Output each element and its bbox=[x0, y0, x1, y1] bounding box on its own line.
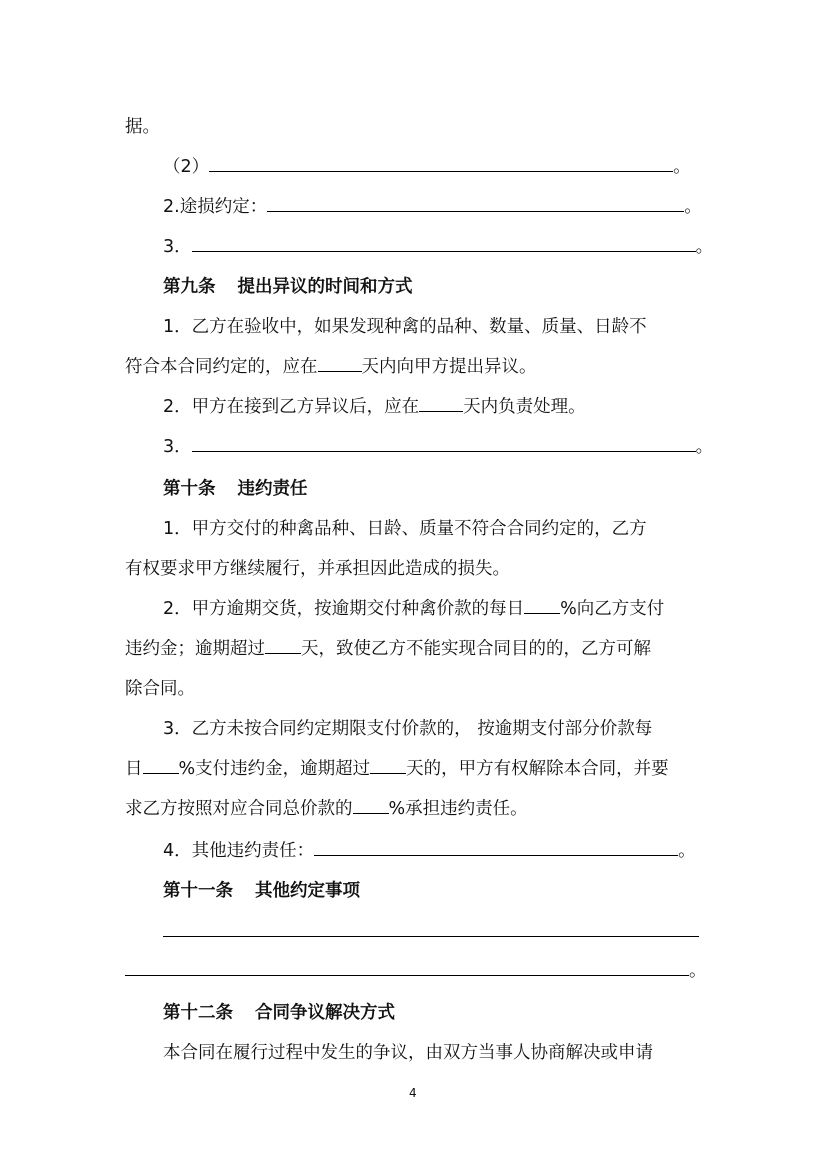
paragraph-line: 本合同在履行过程中发生的争议，由双方当事人协商解决或申请 bbox=[163, 1043, 653, 1063]
paragraph-line: 2.途损约定： 。 bbox=[163, 197, 702, 217]
paragraph-line: 有权要求甲方继续履行，并承担因此造成的损失。 bbox=[125, 559, 510, 579]
page-number: 4 bbox=[409, 1086, 417, 1100]
paragraph-line: 3． 。 bbox=[163, 437, 714, 457]
section-heading-10: 第十条 违约责任 bbox=[163, 479, 308, 499]
paragraph-line: （2） 。 bbox=[163, 157, 691, 177]
paragraph-line: 4．其他违约责任： 。 bbox=[163, 841, 696, 861]
blank-line[interactable] bbox=[370, 757, 406, 774]
section-heading-11: 第十一条 其他约定事项 bbox=[163, 881, 360, 901]
blank-line[interactable] bbox=[524, 597, 560, 614]
paragraph-line: 符合本合同约定的，应在 天内向甲方提出异议。 bbox=[125, 357, 537, 377]
paragraph-line: 1．乙方在验收中，如果发现种禽的品种、数量、质量、日龄不 bbox=[163, 317, 647, 337]
blank-line[interactable] bbox=[318, 355, 362, 372]
blank-line[interactable] bbox=[192, 435, 696, 452]
paragraph-line: 据。 bbox=[125, 117, 160, 137]
paragraph-line: 求乙方按照对应合同总价款的 %承担违约责任。 bbox=[125, 799, 528, 819]
blank-line[interactable] bbox=[209, 155, 673, 172]
blank-line[interactable] bbox=[163, 936, 699, 937]
paragraph-line: 2．甲方在接到乙方异议后，应在 天内负责处理。 bbox=[163, 397, 586, 417]
paragraph-line: 3．乙方未按合同约定期限支付价款的， 按逾期支付部分价款每 bbox=[163, 719, 653, 739]
paragraph-line: 3． 。 bbox=[163, 237, 714, 257]
blank-line[interactable] bbox=[267, 195, 684, 212]
section-heading-9: 第九条 提出异议的时间和方式 bbox=[163, 277, 413, 297]
paragraph-line: 除合同。 bbox=[125, 679, 195, 699]
blank-line[interactable] bbox=[419, 395, 463, 412]
blank-line[interactable] bbox=[314, 839, 678, 856]
blank-line[interactable] bbox=[192, 235, 696, 252]
section-heading-12: 第十二条 合同争议解决方式 bbox=[163, 1003, 395, 1023]
blank-line[interactable] bbox=[143, 757, 179, 774]
paragraph-line: 1．甲方交付的种禽品种、日龄、质量不符合合同约定的，乙方 bbox=[163, 519, 647, 539]
paragraph-line: 日 %支付违约金，逾期超过 天的，甲方有权解除本合同，并要 bbox=[125, 759, 669, 779]
paragraph-line: 2．甲方逾期交货，按逾期交付种禽价款的每日 %向乙方支付 bbox=[163, 599, 665, 619]
paragraph-line: 违约金；逾期超过 天，致使乙方不能实现合同目的的，乙方可解 bbox=[125, 639, 651, 659]
blank-line[interactable] bbox=[353, 797, 389, 814]
paragraph-line: 。 bbox=[125, 958, 707, 984]
blank-line[interactable] bbox=[125, 959, 689, 976]
blank-line[interactable] bbox=[265, 637, 301, 654]
